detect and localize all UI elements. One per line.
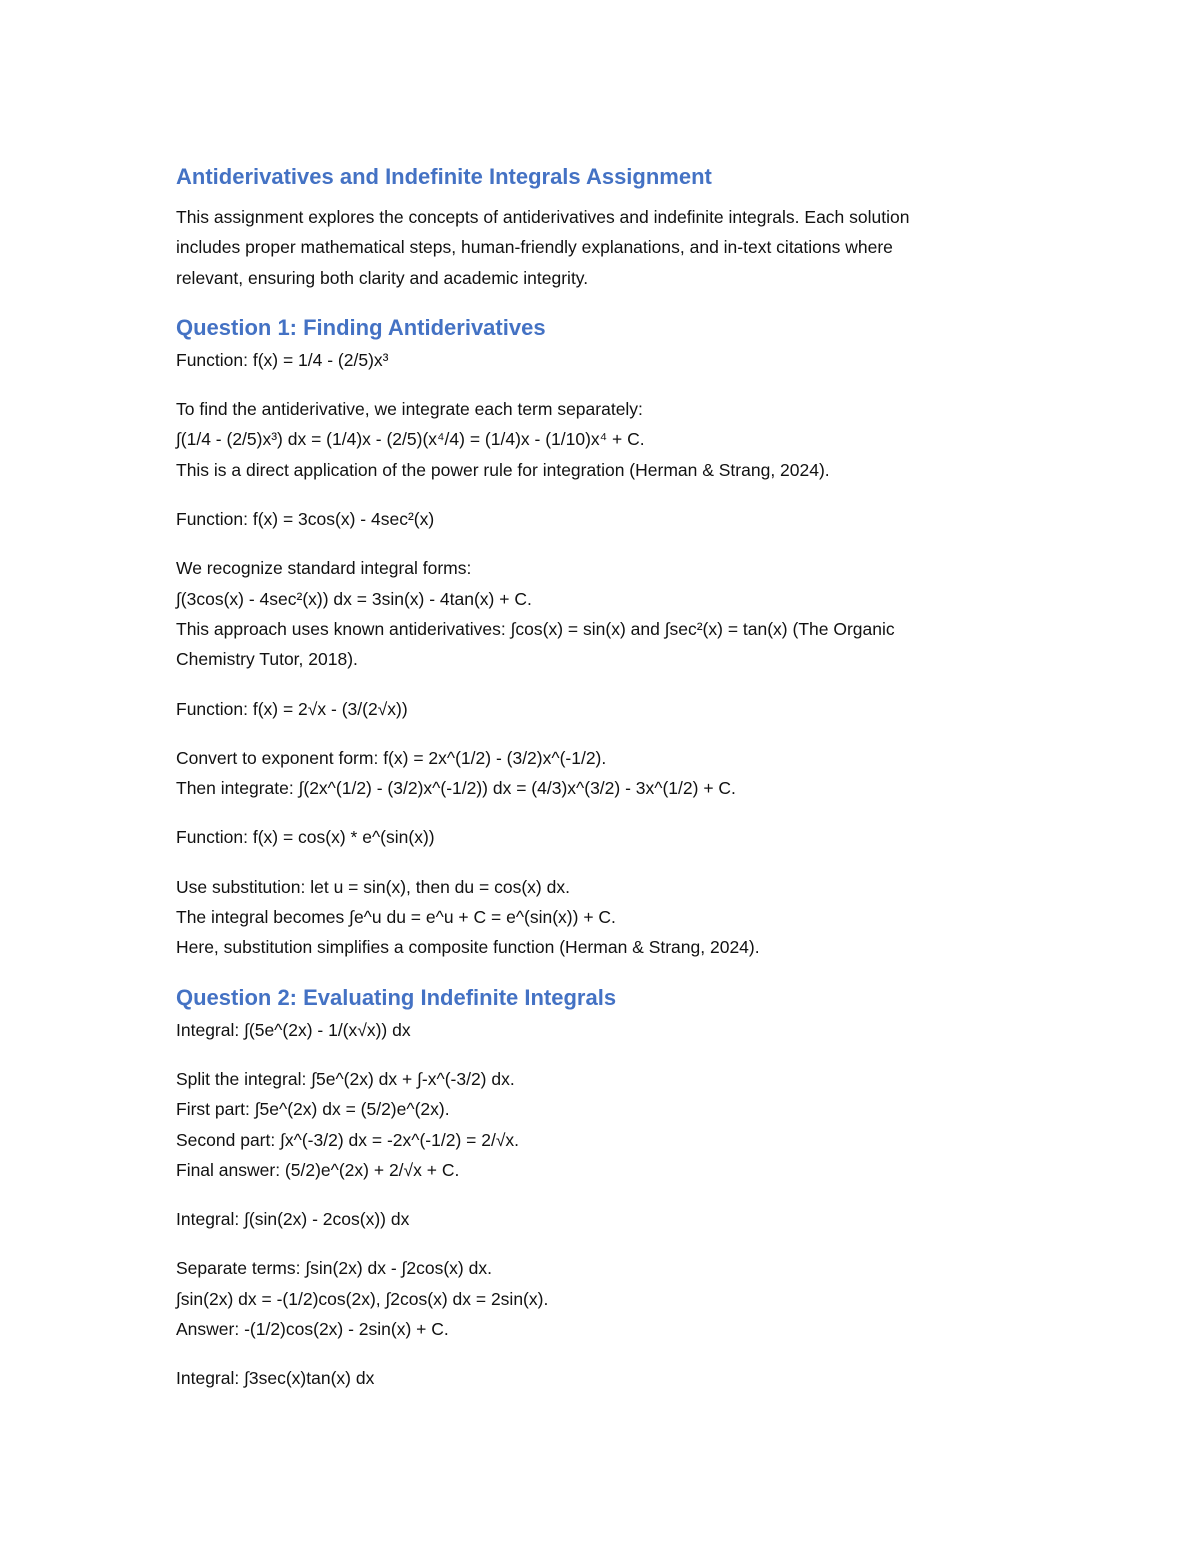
q1-steps-1: To find the antiderivative, we integrate each term separately: ∫(1/4 - (2/5)x³) dx = (1/4)x - (2/5)(x⁴/4) = (1/4)x - (1/10)x⁴ + C. This is a direct application of the power rule for integration (Herman & Strang, 2024). <box>176 399 830 480</box>
question-2-heading: Question 2: Evaluating Indefinite Integrals <box>176 984 617 1010</box>
q2-integral-2: Integral: ∫(sin(2x) - 2cos(x)) dx <box>176 1209 410 1230</box>
q1-steps-3: Convert to exponent form: f(x) = 2x^(1/2) - (3/2)x^(-1/2). Then integrate: ∫(2x^(1/2) - (3/2)x^(-1/2)) dx = (4/3)x^(3/2) - 3x^(1/2) + C. <box>176 747 736 799</box>
q2-integral-1: Integral: ∫(5e^(2x) - 1/(x√x)) dx <box>176 1019 411 1040</box>
q2-integral-3: Integral: ∫3sec(x)tan(x) dx <box>176 1368 375 1389</box>
q1-function-4: Function: f(x) = cos(x) * e^(sin(x)) <box>176 827 435 848</box>
intro-paragraph <box>176 202 1036 293</box>
q2-steps-1: Split the integral: ∫5e^(2x) dx + ∫-x^(-3/2) dx. First part: ∫5e^(2x) dx = (5/2)e^(2x). Second part: ∫x^(-3/2) dx = -2x^(-1/2) = 2/√x. Final answer: (5/2)e^(2x) + 2/√x + C. <box>176 1068 520 1180</box>
document-title: Antiderivatives and Indefinite Integrals Assignment <box>176 164 712 189</box>
q1-function-1: Function: f(x) = 1/4 - (2/5)x³ <box>176 349 389 370</box>
q2-steps-2: Separate terms: ∫sin(2x) dx - ∫2cos(x) dx. ∫sin(2x) dx = -(1/2)cos(2x), ∫2cos(x) dx = 2sin(x). Answer: -(1/2)cos(2x) - 2sin(x) + C. <box>176 1258 549 1340</box>
question-1-heading: Question 1: Finding Antiderivatives <box>176 314 546 340</box>
intro-line: relevant, ensuring both clarity and academic integrity. <box>176 267 589 288</box>
q1-function-3: Function: f(x) = 2√x - (3/(2√x)) <box>176 698 408 719</box>
intro-line: This assignment explores the concepts of antiderivatives and indefinite integrals. Each solution <box>176 207 910 227</box>
intro-line: includes proper mathematical steps, human-friendly explanations, and in-text citations where <box>176 237 893 258</box>
document-page <box>176 160 1036 1394</box>
q1-steps-2: We recognize standard integral forms: ∫(3cos(x) - 4sec²(x)) dx = 3sin(x) - 4tan(x) + C. This approach uses known antiderivatives: ∫cos(x) = sin(x) and ∫sec²(x) = tan(x) (The Organic Chemistry Tutor, 2018). <box>176 558 895 670</box>
q1-steps-4: Use substitution: let u = sin(x), then du = cos(x) dx. The integral becomes ∫e^u du = e^u + C = e^(sin(x)) + C. Here, substitution simplifies a composite function (Herman & Strang, 2024). <box>176 876 760 958</box>
q1-function-2: Function: f(x) = 3cos(x) - 4sec²(x) <box>176 509 435 530</box>
